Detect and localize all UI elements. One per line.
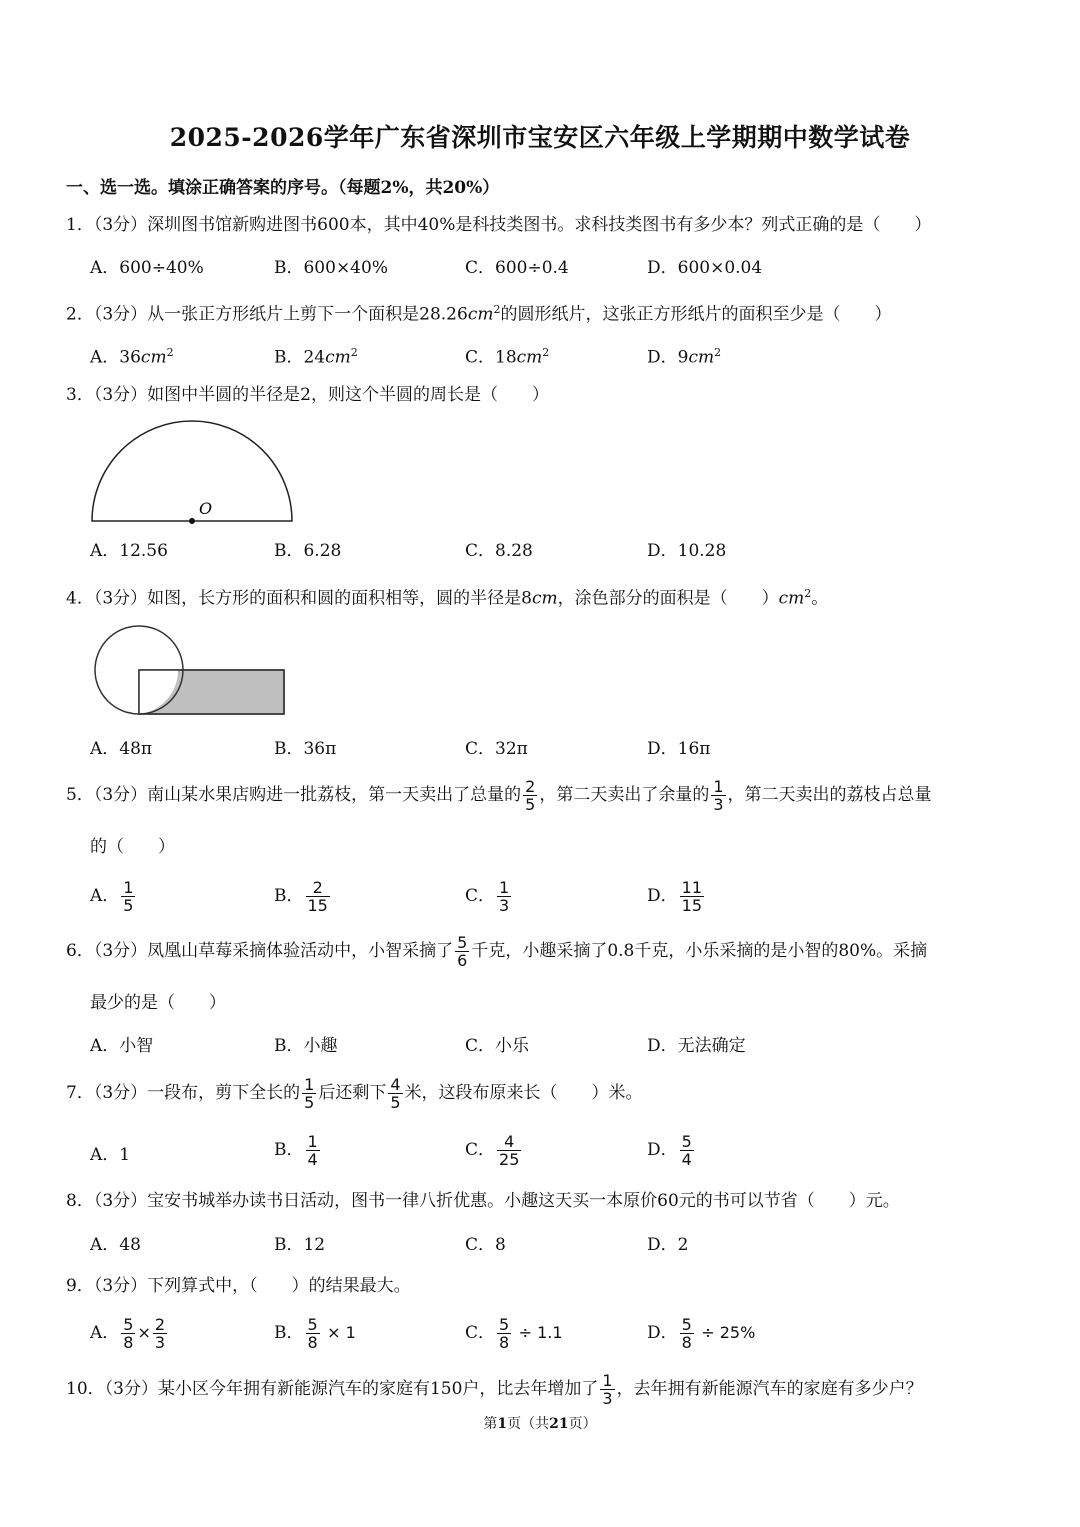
q7-option-d: D． $\frac{5}{4}$: [647, 1132, 692, 1169]
page-title: 2025-2026学年广东省深圳市宝安区六年级上学期期中数学试卷: [169, 123, 911, 152]
q2-option-d: D．$9cm^2$: [647, 346, 722, 368]
fraction: $\frac{1}{3}$: [602, 1371, 613, 1408]
q6-option-a: A．小智: [90, 1036, 154, 1056]
question-9: 9．（3分）下列算式中，（ ）的结果最大。: [66, 1276, 411, 1296]
q4-option-c: C．32π: [465, 739, 528, 759]
q9-option-d: D． $\frac{5}{8}$ ÷ 25%: [647, 1315, 756, 1352]
question-10: 10．（3分）某小区今年拥有新能源汽车的家庭有150户，比去年增加了 $\frac{1}{3}$ ，去年拥有新能源汽车的家庭有多少户？: [66, 1371, 923, 1408]
circle-rectangle-figure: [90, 622, 290, 722]
question-1: 1．（3分）深圳图书馆新购进图书600本，其中40%是科技类图书。求科技类图书有多少本？列式正确的是（ ）: [66, 215, 932, 235]
q6-option-b: B．小趣: [274, 1036, 338, 1056]
q4-option-a: A．48π: [90, 739, 153, 759]
q6-option-d: D．无法确定: [647, 1036, 746, 1056]
question-4: 4．（3分）如图，长方形的面积和圆的面积相等，圆的半径是8cm，涂色部分的面积是（ ）$cm^2$。: [66, 587, 829, 609]
question-3: 3．（3分）如图中半圆的半径是2，则这个半圆的周长是（ ）: [66, 385, 549, 405]
q5-option-b: B． $\frac{2}{15}$: [274, 878, 328, 915]
q1-option-c: C．600÷0.4: [465, 258, 569, 278]
question-8: 8．（3分）宝安书城举办读书日活动，图书一律八折优惠。小趣这天买一本原价60元的书可以节省（ ）元。: [66, 1191, 900, 1211]
q9-option-b: B． $\frac{5}{8}$ × 1: [274, 1315, 356, 1352]
semicircle-shape: [92, 421, 292, 521]
q2-option-b: B．$24cm^2$: [274, 346, 358, 368]
q5-option-d: D． $\frac{11}{15}$: [647, 878, 702, 915]
q7-option-c: C． $\frac{4}{25}$: [465, 1132, 520, 1169]
fraction: $\frac{2}{5}$: [525, 777, 536, 814]
fraction: $\frac{4}{5}$: [390, 1075, 401, 1112]
q1-option-d: D．600×0.04: [647, 258, 763, 278]
q1-option-b: B．600×40%: [274, 258, 388, 278]
q2-option-a: A．$36cm^2$: [90, 346, 174, 368]
semicircle-figure: [85, 415, 300, 530]
q5-option-a: A． $\frac{1}{5}$: [90, 878, 134, 915]
q3-option-d: D．10.28: [647, 541, 727, 561]
center-label: O: [199, 499, 213, 518]
q7-option-a: A．1: [90, 1145, 131, 1165]
q8-option-a: A．48: [90, 1235, 141, 1255]
fraction: $\frac{5}{6}$: [457, 933, 468, 970]
q1-option-a: A．600÷40%: [90, 258, 204, 278]
q7-option-b: B． $\frac{1}{4}$: [274, 1132, 318, 1169]
q3-option-a: A．12.56: [90, 541, 168, 561]
section-heading: 一、选一选。填涂正确答案的序号。（每题2%，共20%）: [66, 178, 500, 198]
q3-option-c: C．8.28: [465, 541, 533, 561]
q9-option-c: C． $\frac{5}{8}$ ÷ 1.1: [465, 1315, 563, 1352]
question-5: 5．（3分）南山某水果店购进一批荔枝，第一天卖出了总量的 $\frac{2}{5}$ ，第二天卖出了余量的 $\frac{1}{3}$ ，第二天卖出的荔枝占总量: [66, 777, 932, 814]
q5-option-c: C． $\frac{1}{3}$: [465, 878, 510, 915]
fraction: $\frac{1}{3}$: [713, 777, 724, 814]
q4-option-d: D．16π: [647, 739, 711, 759]
q8-option-c: C．8: [465, 1235, 506, 1255]
fraction: $\frac{1}{5}$: [304, 1075, 315, 1112]
q9-option-a: A． $\frac{5}{8}$ × $\frac{2}{3}$: [90, 1315, 166, 1352]
question-2: 2．（3分）从一张正方形纸片上剪下一个面积是$28.26cm^2$的圆形纸片，这张正方形纸片的面积至少是（ ）: [66, 303, 892, 325]
q3-option-b: B．6.28: [274, 541, 342, 561]
q8-option-d: D．2: [647, 1235, 689, 1255]
question-7: 7．（3分）一段布，剪下全长的 $\frac{1}{5}$ 后还剩下 $\frac{4}{5}$ 米，这段布原来长（ ）米。: [66, 1075, 643, 1112]
question-5-line2: 的（ ）: [90, 837, 175, 857]
q4-option-b: B．36π: [274, 739, 337, 759]
q6-option-c: C．小乐: [465, 1036, 530, 1056]
q2-option-c: C．$18cm^2$: [465, 346, 550, 368]
question-6: 6．（3分）凤凰山草莓采摘体验活动中，小智采摘了 $\frac{5}{6}$ 千克，小趣采摘了0.8千克，小乐采摘的是小智的80%。采摘: [66, 933, 928, 970]
q8-option-b: B．12: [274, 1235, 326, 1255]
question-6-line2: 最少的是（ ）: [90, 993, 226, 1013]
center-point: [189, 518, 195, 524]
page-footer: 第1页（共21页）: [483, 1416, 597, 1432]
